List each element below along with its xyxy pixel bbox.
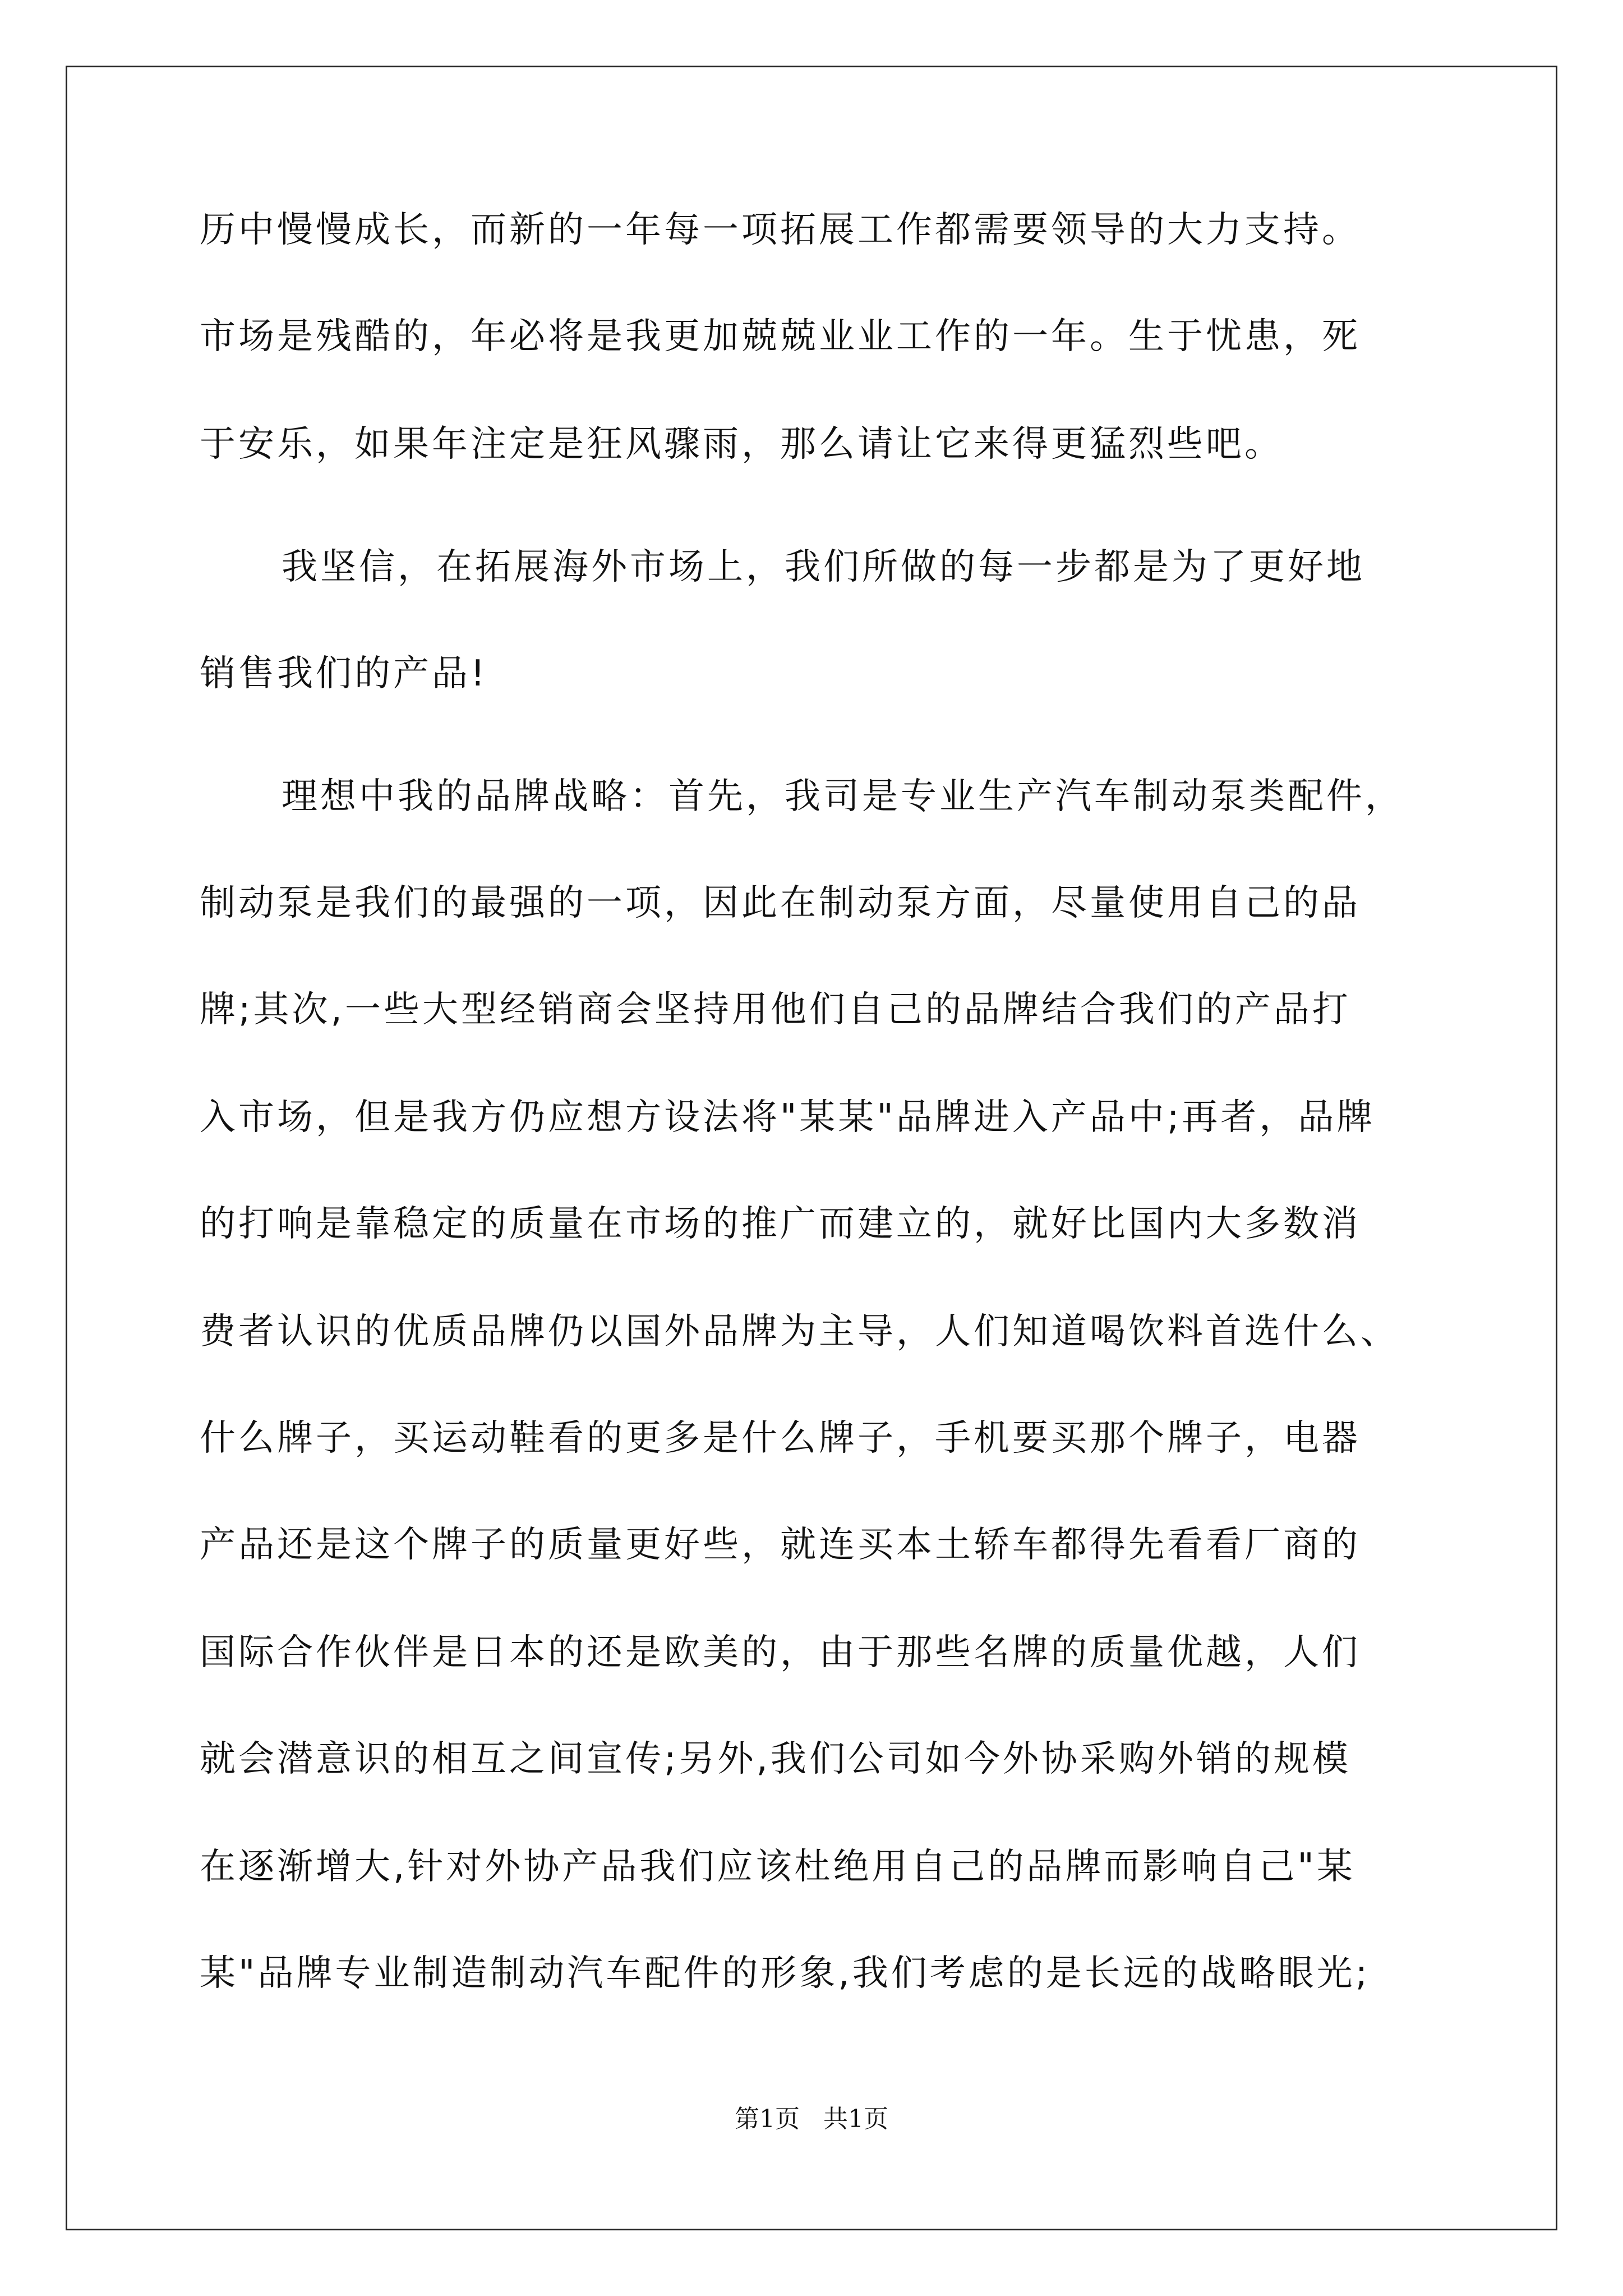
page-border — [66, 66, 1557, 2230]
body-text-line: 国际合作伙伴是日本的还是欧美的，由于那些名牌的质量优越，人们 — [200, 1632, 1361, 1673]
body-text-line: 制动泵是我们的最强的一项，因此在制动泵方面，尽量使用自己的品 — [200, 882, 1361, 924]
body-text-line: 市场是残酷的，年必将是我更加兢兢业业工作的一年。生于忧患，死 — [200, 316, 1361, 357]
body-text-line: 的打响是靠稳定的质量在市场的推广而建立的，就好比国内大多数消 — [200, 1203, 1361, 1245]
body-text-line: 于安乐，如果年注定是狂风骤雨，那么请让它来得更猛烈些吧。 — [200, 424, 1283, 465]
body-text-line: 入市场，但是我方仍应想方设法将"某某"品牌进入产品中;再者，品牌 — [200, 1097, 1376, 1138]
body-text-line: 某"品牌专业制造制动汽车配件的形象,我们考虑的是长远的战略眼光; — [200, 1953, 1371, 1994]
body-text-line: 在逐渐增大,针对外协产品我们应该杜绝用自己的品牌而影响自己"某 — [200, 1846, 1355, 1888]
body-text-line: 产品还是这个牌子的质量更好些，就连买本土轿车都得先看看厂商的 — [200, 1524, 1361, 1566]
body-text-line: 理想中我的品牌战略：首先，我司是专业生产汽车制动泵类配件， — [282, 776, 1404, 817]
body-text-line: 费者认识的优质品牌仍以国外品牌为主导，人们知道喝饮料首选什么、 — [200, 1311, 1399, 1352]
body-text-line: 就会潜意识的相互之间宣传;另外,我们公司如今外协采购外销的规模 — [200, 1738, 1351, 1780]
body-text-line: 销售我们的产品! — [200, 653, 488, 694]
body-text-line: 我坚信，在拓展海外市场上，我们所做的每一步都是为了更好地 — [282, 546, 1365, 588]
body-text-line: 什么牌子，买运动鞋看的更多是什么牌子，手机要买那个牌子，电器 — [200, 1418, 1361, 1459]
body-text-line: 牌;其次,一些大型经销商会坚持用他们自己的品牌结合我们的产品打 — [200, 989, 1351, 1030]
body-text-line: 历中慢慢成长，而新的一年每一项拓展工作都需要领导的大力支持。 — [200, 209, 1361, 251]
page-footer: 第1页 共1页 — [735, 2105, 888, 2133]
